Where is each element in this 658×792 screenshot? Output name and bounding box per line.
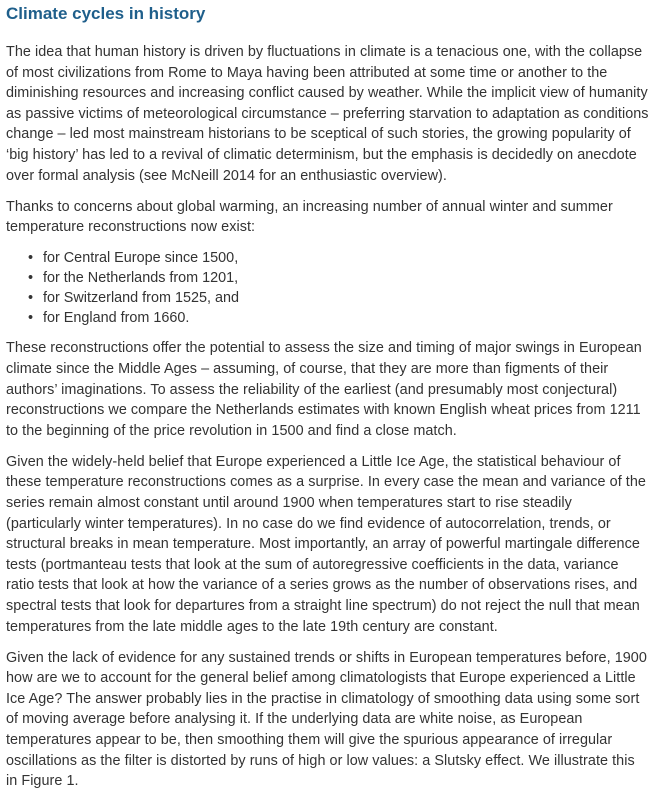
list-item: • for the Netherlands from 1201,: [43, 268, 650, 288]
list-item: • for Switzerland from 1525, and: [43, 288, 650, 308]
reconstruction-list: [6, 248, 650, 328]
paragraph-smoothing: Given the lack of evidence for any sustained trends or shifts in European temperatures before, 1900 how are we to account for the general belief among climatologists that Europe experienced a Little Ice Age? The answer probably lies in the practise in climatology of smoothing data using some sort of moving average before analysing it. If the underlying data are white noise, as European temperatures appear to be, then smoothing them will give the spurious appearance of irregular oscillations as the filter is distorted by runs of high or low values: a Slutsky effect. We illustrate this in Figure 1.: [6, 649, 647, 790]
article-title: Climate cycles in history: [6, 4, 206, 23]
paragraph-intro: The idea that human history is driven by fluctuations in climate is a tenacious one, with the collapse of most civilizations from Rome to Maya having been attributed at some time or another to the diminishing resources and increasing conflict caused by weather. While the implicit view of humanity as passive victims of meteorological circumstance – preferring starvation to adaptation as conditions change – led most mainstream historians to be sceptical of such stories, the growing popularity of ‘big history’ has led to a revival of climatic determinism, but the emphasis is decidedly on anecdote over formal analysis (see McNeill 2014 for an enthusiastic overview).: [6, 44, 649, 184]
list-item: • for Central Europe since 1500,: [43, 248, 650, 268]
paragraph-potential: These reconstructions offer the potential to assess the size and timing of major swings in European climate since the Middle Ages – assuming, of course, that they are more than figments of their authors’ imaginations. To assess the reliability of the earliest (and presumably most conjectural) reconstructions we compare the Netherlands estimates with known English wheat prices from 1211 to the beginning of the price revolution in 1500 and find a close match.: [6, 340, 642, 439]
paragraph-reconstructions: Thanks to concerns about global warming, an increasing number of annual winter and summer temperature reconstructions now exist:: [6, 198, 613, 236]
paragraph-little-ice-age: Given the widely-held belief that Europe experienced a Little Ice Age, the statistical behaviour of these temperature reconstructions comes as a surprise. In every case the mean and variance of the series remain almost constant until around 1900 when temperatures start to rise steadily (particularly winter temperatures). In no case do we find evidence of autocorrelation, trends, or structural breaks in mean temperature. Most importantly, an array of powerful martingale difference tests (portmanteau tests that look at the sum of autoregressive coefficients in the data, variance ratio tests that look at how the variance of a series grows as the number of observations rises, and spectral tests that look for departures from a straight line spectrum) do not reject the null that mean temperatures from the late middle ages to the late 19th century are constant.: [6, 453, 646, 635]
list-item: • for England from 1660.: [43, 308, 650, 328]
